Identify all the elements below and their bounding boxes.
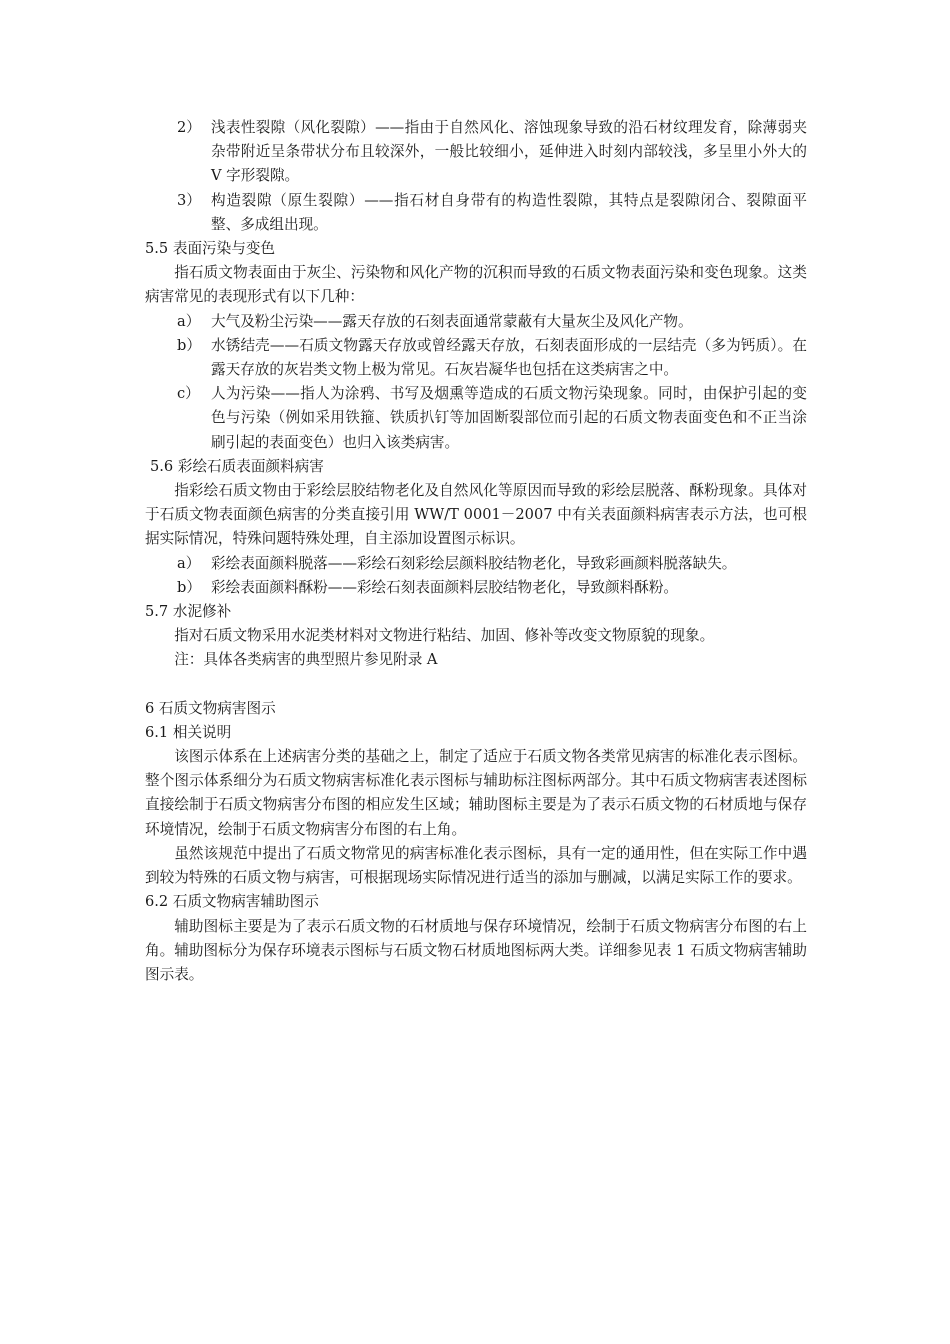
- list-item-text: 彩绘表面颜料酥粉——彩绘石刻表面颜料层胶结物老化，导致颜料酥粉。: [211, 578, 679, 596]
- list-marker: b）: [177, 578, 201, 596]
- list-item-text: 浅表性裂隙（风化裂隙）——指由于自然风化、溶蚀现象导致的沿石材纹理发育，除薄弱夹杂带附近呈条带状分布且较深外，一般比较细小，延伸进入时刻内部较浅，多呈里小外大的 V 字形裂隙。: [211, 119, 807, 185]
- list-item-text: 彩绘表面颜料脱落——彩绘石刻彩绘层颜料胶结物老化，导致彩画颜料脱落缺失。: [211, 554, 737, 572]
- list-item-text: 构造裂隙（原生裂隙）——指石材自身带有的构造性裂隙，其特点是裂隙闭合、裂隙面平整、多成组出现。: [211, 191, 807, 233]
- list-item: [145, 310, 807, 334]
- list-marker: 3）: [177, 191, 201, 209]
- section-heading-5-5: 5.5 表面污染与变色: [145, 240, 276, 258]
- list-item-text: 大气及粉尘污染——露天存放的石刻表面通常蒙蔽有大量灰尘及风化产物。: [211, 312, 693, 330]
- section-heading-6: 6 石质文物病害图示: [145, 699, 276, 717]
- list-item-text: 人为污染——指人为涂鸦、书写及烟熏等造成的石质文物污染现象。同时，由保护引起的变色与污染（例如采用铁箍、铁质扒钉等加固断裂部位而引起的石质文物表面变色和不正当涂刷引起的表面变色）也归入该类病害。: [211, 385, 807, 451]
- list-item: [145, 382, 807, 455]
- list-marker: c）: [177, 385, 200, 403]
- list-marker: b）: [177, 336, 201, 354]
- section-heading-5-6: 5.6 彩绘石质表面颜料病害: [150, 457, 324, 475]
- section-5-5-intro: 指石质文物表面由于灰尘、污染物和风化产物的沉积而导致的石质文物表面污染和变色现象。这类病害常见的表现形式有以下几种：: [145, 264, 807, 306]
- section-6-1-paragraph: 虽然该规范中提出了石质文物常见的病害标准化表示图标，具有一定的通用性，但在实际工作中遇到较为特殊的石质文物与病害，可根据现场实际情况进行适当的添加与删减，以满足实际工作的要求。: [145, 844, 807, 887]
- section-heading-5-7: 5.7 水泥修补: [145, 603, 232, 621]
- list-marker: 2）: [177, 119, 201, 136]
- list-item: [145, 189, 807, 237]
- spacer: [145, 673, 807, 697]
- list-item: [145, 576, 807, 600]
- list-marker: a）: [177, 312, 201, 330]
- document-page: [145, 116, 807, 987]
- list-item: [145, 334, 807, 382]
- list-item: [145, 552, 807, 576]
- section-6-2-paragraph: 辅助图标主要是为了表示石质文物的石材质地与保存环境情况，绘制于石质文物病害分布图的右上角。辅助图标分为保存环境表示图标与石质文物石材质地图标两大类。详细参见表 1 石质文物病害辅助图示表。: [145, 917, 807, 983]
- section-heading-6-1: 6.1 相关说明: [145, 723, 232, 741]
- section-heading-6-2: 6.2 石质文物病害辅助图示: [145, 893, 319, 911]
- list-marker: a）: [177, 554, 201, 572]
- section-6-1-paragraph: 该图示体系在上述病害分类的基础之上，制定了适应于石质文物各类常见病害的标准化表示图标。整个图示体系细分为石质文物病害标准化表示图标与辅助标注图标两部分。其中石质文物病害表述图标直接绘制于石质文物病害分布图的相应发生区域；辅助图标主要是为了表示石质文物的石材质地与保存环境情况，绘制于石质文物病害分布图的右上角。: [145, 748, 807, 838]
- note-text: 注：具体各类病害的典型照片参见附录 A: [174, 651, 438, 669]
- section-5-7-body: 指对石质文物采用水泥类材料对文物进行粘结、加固、修补等改变文物原貌的现象。: [174, 627, 715, 645]
- list-item: [145, 116, 807, 189]
- list-item-text: 水锈结壳——石质文物露天存放或曾经露天存放，石刻表面形成的一层结壳（多为钙质）。在露天存放的灰岩类文物上极为常见。石灰岩凝华也包括在这类病害之中。: [211, 336, 807, 379]
- section-5-6-intro: 指彩绘石质文物由于彩绘层胶结物老化及自然风化等原因而导致的彩绘层脱落、酥粉现象。具体对于石质文物表面颜色病害的分类直接引用 WW/T 0001－2007 中有关表面颜料病害表示方法，也可根据实际情况，特殊问题特殊处理，自主添加设置图示标识。: [145, 482, 807, 548]
